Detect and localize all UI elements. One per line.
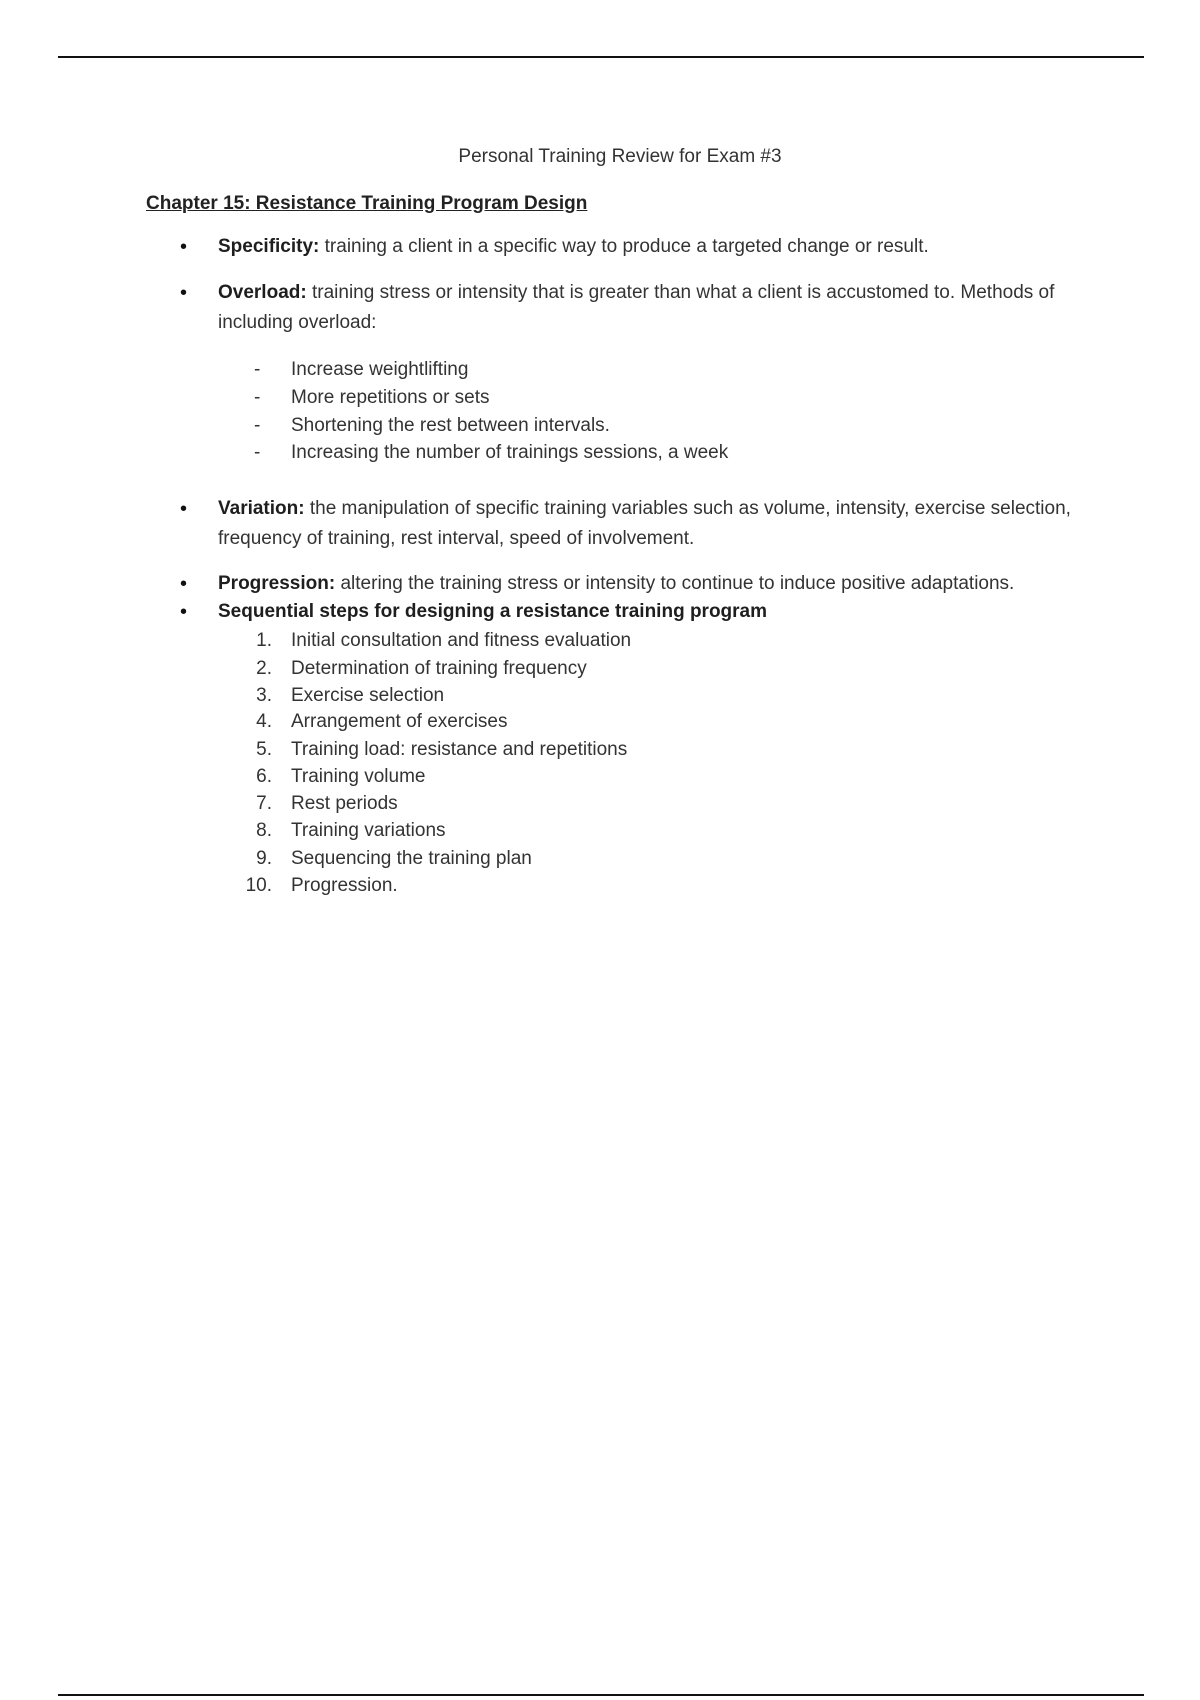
step-text: Training volume bbox=[291, 766, 426, 787]
sequential-steps-heading: Sequential steps for designing a resistance training program bbox=[218, 601, 768, 622]
dash-icon: - bbox=[254, 387, 261, 408]
top-rule bbox=[58, 56, 1144, 58]
step-number: 8. bbox=[256, 820, 272, 841]
overload-method-item bbox=[0, 384, 1200, 411]
bullet-icon: • bbox=[180, 601, 188, 623]
step-item bbox=[0, 736, 1200, 763]
step-number: 9. bbox=[256, 848, 272, 869]
step-item bbox=[0, 845, 1200, 872]
overload-method-text: Increasing the number of trainings sessions, a week bbox=[291, 442, 729, 463]
step-item bbox=[0, 708, 1200, 735]
progression-definition: altering the training stress or intensity to continue to induce positive adaptations. bbox=[335, 573, 1015, 594]
step-text: Exercise selection bbox=[291, 685, 445, 706]
step-item bbox=[0, 872, 1200, 899]
step-number: 3. bbox=[256, 685, 272, 706]
document-title: Personal Training Review for Exam #3 bbox=[458, 146, 782, 167]
step-number: 2. bbox=[256, 658, 272, 679]
sequential-steps-item bbox=[218, 597, 1098, 627]
specificity-term: Specificity: bbox=[218, 236, 320, 257]
step-text: Training load: resistance and repetitions bbox=[291, 739, 628, 760]
specificity-definition: training a client in a specific way to produce a targeted change or result. bbox=[319, 236, 929, 257]
dash-icon: - bbox=[254, 442, 261, 463]
overload-method-item bbox=[0, 356, 1200, 383]
step-item bbox=[0, 655, 1200, 682]
chapter-heading: Chapter 15: Resistance Training Program Design bbox=[146, 193, 588, 214]
step-text: Sequencing the training plan bbox=[291, 848, 532, 869]
bullet-icon: • bbox=[180, 573, 188, 595]
step-number: 5. bbox=[256, 739, 272, 760]
variation-term: Variation: bbox=[218, 498, 305, 519]
specificity-item bbox=[218, 232, 1098, 262]
overload-term: Overload: bbox=[218, 282, 307, 303]
dash-icon: - bbox=[254, 415, 261, 436]
step-text: Initial consultation and fitness evaluation bbox=[291, 630, 632, 651]
overload-method-text: Shortening the rest between intervals. bbox=[291, 415, 610, 436]
step-item bbox=[0, 763, 1200, 790]
overload-method-text: More repetitions or sets bbox=[291, 387, 490, 408]
overload-method-text: Increase weightlifting bbox=[291, 359, 469, 380]
step-item bbox=[0, 682, 1200, 709]
step-item bbox=[0, 817, 1200, 844]
bullet-icon: • bbox=[180, 498, 188, 520]
step-number: 7. bbox=[256, 793, 272, 814]
variation-definition: the manipulation of specific training variables such as volume, intensity, exercise selection, frequency of training, rest interval, speed of involvement. bbox=[218, 498, 1071, 549]
variation-item bbox=[218, 494, 1098, 554]
step-text: Training variations bbox=[291, 820, 446, 841]
progression-item bbox=[218, 569, 1098, 599]
step-text: Progression. bbox=[291, 875, 398, 896]
step-number: 1. bbox=[256, 630, 272, 651]
step-text: Rest periods bbox=[291, 793, 398, 814]
bottom-rule bbox=[58, 1694, 1144, 1696]
step-number: 10. bbox=[245, 875, 272, 896]
overload-method-item bbox=[0, 412, 1200, 439]
step-number: 6. bbox=[256, 766, 272, 787]
step-text: Arrangement of exercises bbox=[291, 711, 508, 732]
dash-icon: - bbox=[254, 359, 261, 380]
step-item bbox=[0, 790, 1200, 817]
step-item bbox=[0, 627, 1200, 654]
progression-term: Progression: bbox=[218, 573, 336, 594]
overload-item bbox=[218, 278, 1098, 338]
overload-method-item bbox=[0, 439, 1200, 466]
step-number: 4. bbox=[256, 711, 272, 732]
step-text: Determination of training frequency bbox=[291, 658, 587, 679]
overload-definition: training stress or intensity that is greater than what a client is accustomed to. Methods of including overload: bbox=[218, 282, 1055, 333]
bullet-icon: • bbox=[180, 282, 188, 304]
bullet-icon: • bbox=[180, 236, 188, 258]
